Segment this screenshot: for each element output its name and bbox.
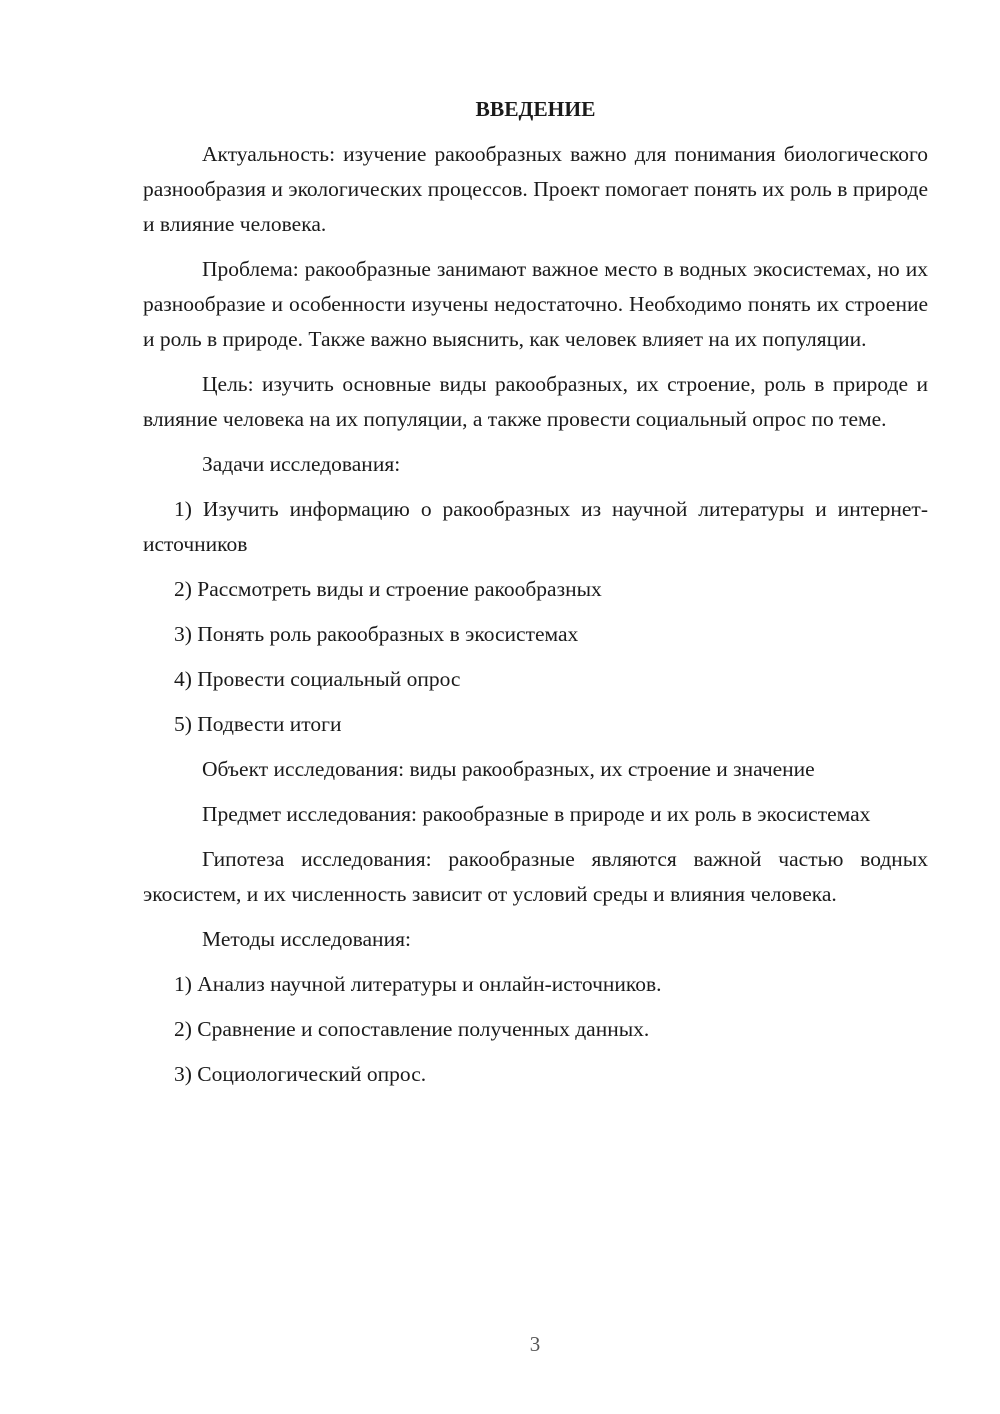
document-page xyxy=(143,92,928,1102)
list-item: 2) Рассмотреть виды и строение ракообразных xyxy=(174,577,602,601)
methods-list xyxy=(143,967,928,1092)
object-paragraph: Объект исследования: виды ракообразных, их строение и значение xyxy=(202,757,815,781)
methods-heading: Методы исследования: xyxy=(202,927,411,951)
list-item: 1) Изучить информацию о ракообразных из научной литературы и интернет-источников xyxy=(143,497,928,556)
relevance-paragraph: Актуальность: изучение ракообразных важно для понимания биологического разнообразия и экологических процессов. Проект помогает понять их роль в природе и влияние человека. xyxy=(143,142,928,236)
list-item: 4) Провести социальный опрос xyxy=(174,667,461,691)
section-title: ВВЕДЕНИЕ xyxy=(475,97,596,121)
goal-paragraph: Цель: изучить основные виды ракообразных, их строение, роль в природе и влияние человека на их популяции, а также провести социальный опрос по теме. xyxy=(143,372,928,431)
hypothesis-paragraph: Гипотеза исследования: ракообразные являются важной частью водных экосистем, и их численность зависит от условий среды и влияния человека. xyxy=(143,847,928,906)
list-item: 1) Анализ научной литературы и онлайн-источников. xyxy=(174,972,662,996)
page-number: 3 xyxy=(529,1332,541,1356)
list-item: 2) Сравнение и сопоставление полученных данных. xyxy=(174,1017,650,1041)
list-item: 3) Социологический опрос. xyxy=(174,1062,427,1086)
list-item: 3) Понять роль ракообразных в экосистемах xyxy=(174,622,579,646)
problem-paragraph: Проблема: ракообразные занимают важное место в водных экосистемах, но их разнообразие и особенности изучены недостаточно. Необходимо понять их строение и роль в природе. Также важно выяснить, как человек влияет на их популяции. xyxy=(143,257,928,351)
tasks-list xyxy=(143,492,928,742)
list-item: 5) Подвести итоги xyxy=(174,712,342,736)
subject-paragraph: Предмет исследования: ракообразные в природе и их роль в экосистемах xyxy=(202,802,871,826)
tasks-heading: Задачи исследования: xyxy=(202,452,401,476)
